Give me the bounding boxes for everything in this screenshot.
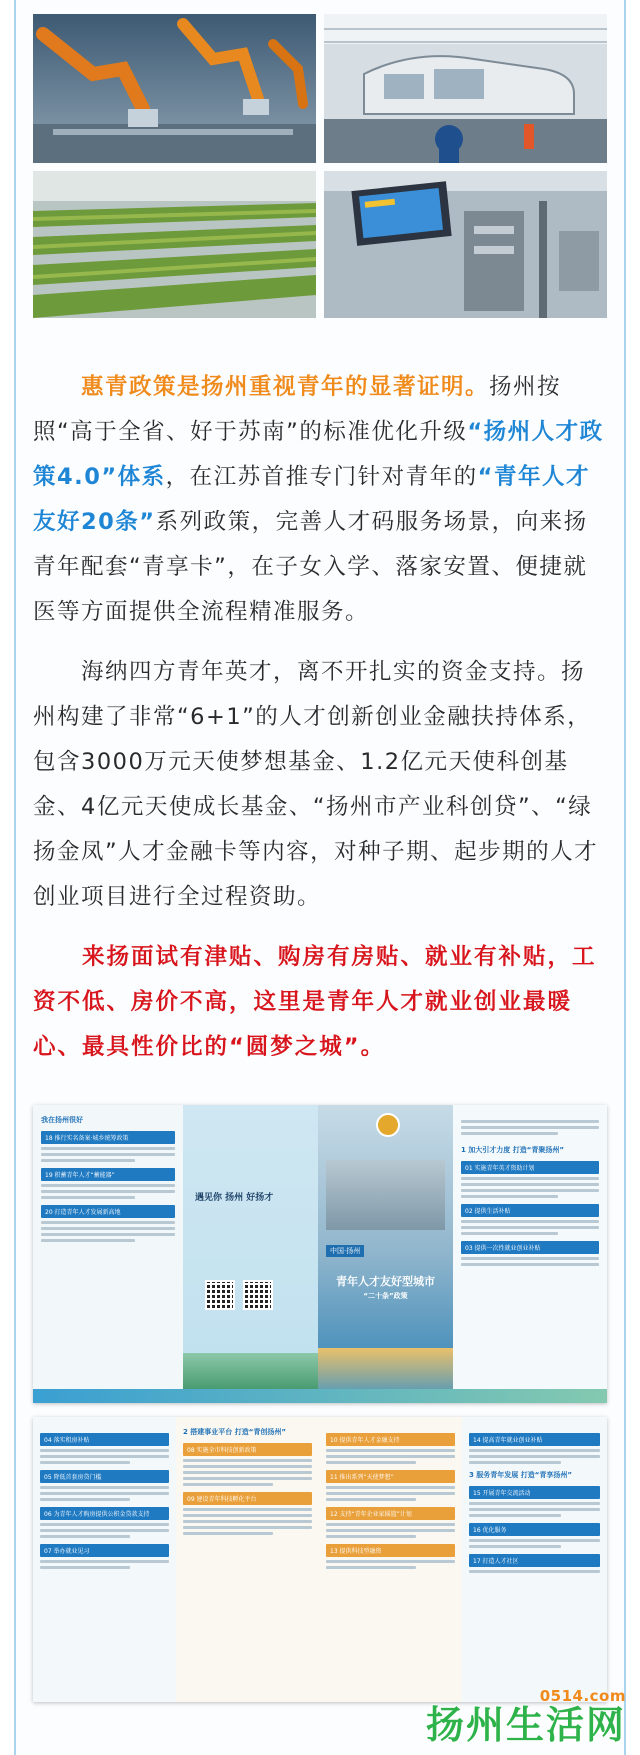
brochure-right-title: 1 加大引才力度 打造“青聚扬州” bbox=[461, 1146, 564, 1154]
para2-text: 海纳四方青年英才，离不开扎实的资金支持。扬州构建了非常“6+1”的人才创新创业金融扶持体系，包含3000万元天使梦想基金、1.2亿元天使科创基金、4亿元天使成长基金、“扬州市产业科创贷”、“绿扬金凤”人才金融卡等内容，对种子期、起步期的人才创业项目进行全过程资助。 bbox=[33, 659, 599, 910]
brochure-item: 13 提供科技型融资 bbox=[326, 1544, 455, 1557]
brochure-item: 15 开展青年交流活动 bbox=[469, 1486, 600, 1499]
brochure-item: 10 提供青年人才金融支持 bbox=[326, 1433, 455, 1446]
brochure-item: 05 降低首套房贷门槛 bbox=[40, 1470, 169, 1483]
brochure-item: 20 打造青年人才发展新高地 bbox=[41, 1205, 175, 1218]
brochure-item: 17 打造人才社区 bbox=[469, 1554, 600, 1567]
cover-badge: 中国·扬州 bbox=[326, 1245, 364, 1257]
para1-text-3: 系列政策，完善人才码服务场景，向来扬青年配套“青享卡”，在子女入学、落家安置、便捷就医等方面提供全流程精准服务。 bbox=[33, 509, 588, 625]
brochure-item: 04 落实租房补贴 bbox=[40, 1433, 169, 1446]
brochure-cover-panel bbox=[318, 1105, 453, 1403]
summary-paragraph bbox=[33, 935, 607, 1070]
highlight-talent-policy: “扬州人才政策4.0”体系 bbox=[33, 419, 604, 490]
robotic-arms-photo bbox=[33, 14, 316, 163]
brochure-inside-image bbox=[33, 1417, 607, 1702]
brochure-item: 07 举办就业见习 bbox=[40, 1544, 169, 1557]
cover-subtitle: “二十条”政策 bbox=[363, 1292, 408, 1300]
cover-slogan: 遇见你 扬州 好扬才 bbox=[195, 1193, 274, 1203]
highlight-policy-proof: 惠青政策是扬州重视青年的显著证明。 bbox=[81, 374, 490, 400]
brochure-item: 08 实施全市科技创新政策 bbox=[183, 1443, 312, 1456]
highlight-youth-20: “青年人才友好20条” bbox=[33, 464, 590, 535]
watermark-name: 扬州生活网 bbox=[425, 1703, 626, 1747]
brochure-item: 18 推行实名备案·城乡统筹政策 bbox=[41, 1131, 175, 1144]
cover-title: 青年人才友好型城市 bbox=[336, 1275, 435, 1288]
watermark-url: 0514.com bbox=[539, 1687, 626, 1705]
brochure-front-image bbox=[33, 1105, 607, 1403]
car-assembly-photo bbox=[324, 14, 607, 163]
para3-text: 来扬面试有津贴、购房有房贴、就业有补贴，工资不低、房价不高，这里是青年人才就业创业最暖心、最具性价比的“圆梦之城”。 bbox=[33, 944, 597, 1060]
brochure-item: 06 为青年人才购房提供公积金贷款支持 bbox=[40, 1507, 169, 1520]
brochure-left-title: 我在扬州很好 bbox=[41, 1116, 83, 1124]
brochure-item: 19 积蓄青年人才“蓄能器” bbox=[41, 1168, 175, 1181]
policy-paragraph bbox=[33, 365, 607, 635]
brochure-right-panel bbox=[453, 1105, 607, 1403]
control-monitor-photo bbox=[324, 171, 607, 318]
brochure-col4-title: 3 服务青年发展 打造“青享扬州” bbox=[469, 1471, 572, 1479]
brochure-left-panel bbox=[33, 1105, 183, 1403]
brochure-item: 12 支持“青年企业家摇篮”计划 bbox=[326, 1507, 455, 1520]
emblem-icon bbox=[376, 1113, 400, 1137]
seedling-greenhouse-photo bbox=[33, 171, 316, 318]
qr-codes bbox=[201, 1280, 277, 1314]
brochure-col-1 bbox=[33, 1417, 176, 1702]
brochure-item: 11 推出系列“天使梦想” bbox=[326, 1470, 455, 1483]
brochure-item: 09 建设青年科技孵化平台 bbox=[183, 1492, 312, 1505]
brochure-item: 16 优化服务 bbox=[469, 1523, 600, 1536]
para1-text-1: 扬州按照“高于全省、好于苏南”的标准优化升级 bbox=[33, 374, 562, 445]
brochure-map-panel bbox=[183, 1105, 318, 1403]
brochure-col-2 bbox=[176, 1417, 319, 1702]
funding-paragraph bbox=[33, 650, 607, 920]
brochure-col2-title: 2 搭建事业平台 打造“青创扬州” bbox=[183, 1428, 286, 1436]
brochure-col-3 bbox=[319, 1417, 462, 1702]
brochure-col-4 bbox=[462, 1417, 607, 1702]
brochure-item: 01 实施青年英才资助计划 bbox=[461, 1161, 599, 1174]
brochure-item: 14 提高青年就业创业补贴 bbox=[469, 1433, 600, 1446]
site-watermark bbox=[426, 1687, 626, 1745]
brochure-item: 02 提供生活补贴 bbox=[461, 1204, 599, 1217]
brochure-item: 03 提供一次性就业创业补贴 bbox=[461, 1241, 599, 1254]
para1-text-2: ，在江苏首推专门针对青年的 bbox=[165, 464, 478, 490]
